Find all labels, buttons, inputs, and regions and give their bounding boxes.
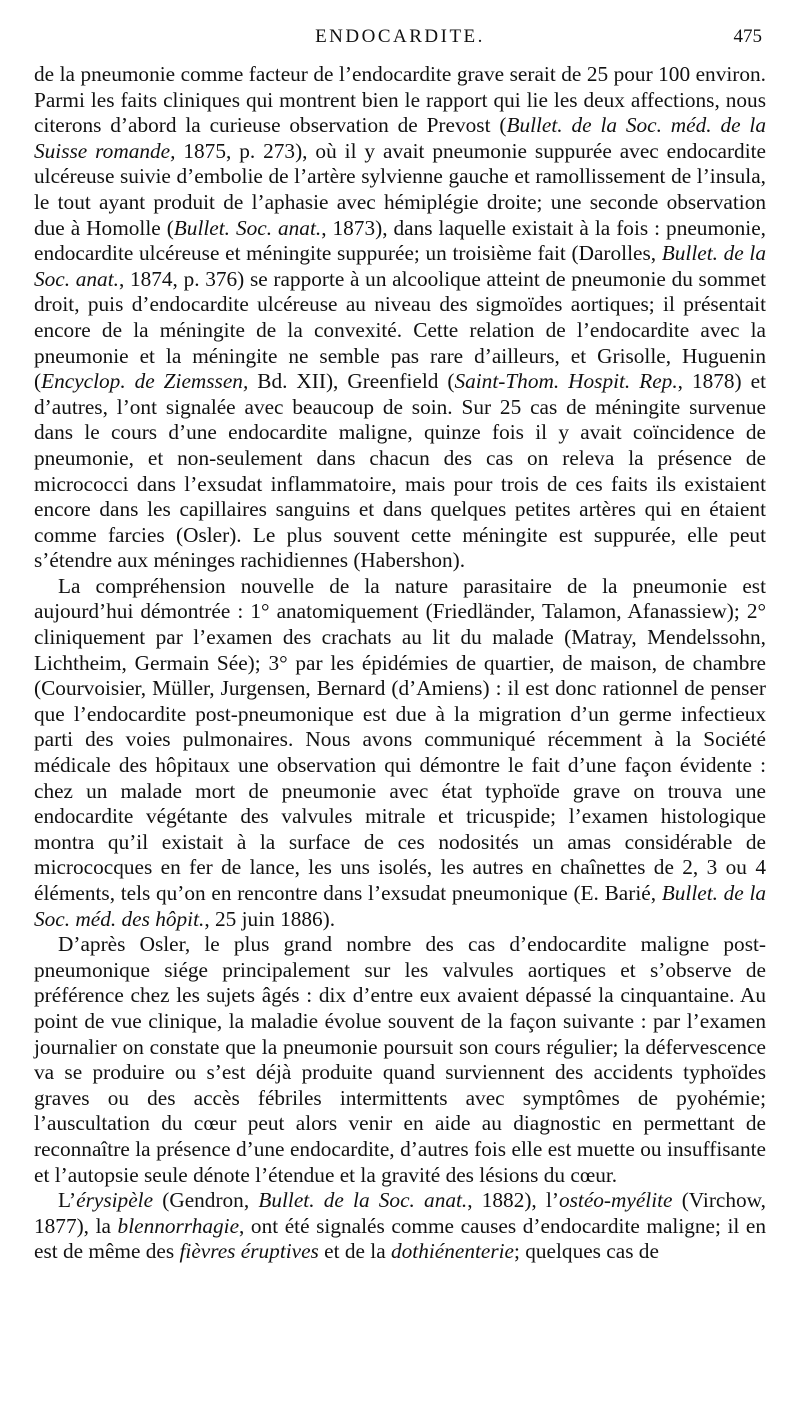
text-run: et de la [318,1239,391,1264]
text-run: (Virchow, 1877), la [34,1188,766,1238]
text-run: L’ [58,1188,77,1213]
text-run: 1875, p. 273), où il y avait pneumonie suppurée avec endocardite ulcéreuse suivie d’embolie de l’artère sylvienne gauche et ramollissement de l’insula, le tout ayant produit de l’aphasie avec hémiplégie droite; une seconde observation due à Homolle ( [34,138,766,240]
paragraph [34,932,766,1188]
italic-reference: Bullet. de la Soc. méd. des hôpit. [34,881,767,931]
text-run: La compréhension nouvelle de la nature parasitaire de la pneumonie est aujourd’hui démontrée : 1° anatomiquement (Friedländer, Talamon, Afanassiew); 2° cliniquement par l’examen des crachats au lit du malade (Matray, Mendelssohn, Lichtheim, Germain Sée); 3° par les épidémies de quartier, de maison, de chambre (Courvoisier, Müller, Jurgensen, Bernard (d’Amiens) : il est donc rationnel de penser que l’endocardite post-pneumonique est due à la migration d’un germe infectieux parti des voies pulmonaires. Nous avons communiqué récemment à la Société médicale des hôpitaux une observation qui démontre le fait d’une façon évidente : chez un malade mort de pneumonie avec état typhoïde grave on trouva une endocardite végétante des valvules mitrale et tricuspide; l’examen histologique montra qu’il existait à la surface de ces nodosités un amas considérable de micrococques en fer de lance, les uns isolés, les autres en chaînettes de 2, 3 ou 4 éléments, tels qu’on en rencontre dans l’exsudat pneumonique (E. Barié, [34,573,766,905]
italic-reference: blennorrhagie [117,1213,240,1238]
body-text [34,62,766,1265]
text-run: , 1874, p. 376) se rapporte à un alcoolique atteint de pneumonie du sommet droit, puis d’endocardite ulcéreuse au niveau des sigmoïdes aortiques; il présentait encore de la méningite de la convexité. Cette relation de l’endocardite avec la pneumonie et la méningite ne semble pas rare d’ailleurs, et Grisolle, Huguenin ( [34,266,766,394]
italic-reference: Bullet. de la Soc. méd. de la Suisse romande, [34,113,766,163]
italic-reference: ostéo-myélite [558,1188,673,1213]
running-title: ENDOCARDITE. [315,26,485,47]
paragraph [34,62,766,574]
page-number: 475 [733,26,762,47]
italic-reference: Saint-Thom. Hospit. Rep. [454,369,678,394]
text-run: (Gendron, [153,1188,259,1213]
italic-reference: Encyclop. de Ziemssen, [41,369,249,394]
text-run: , ont été signalés comme causes d’endocardite maligne; il en est de même des [34,1213,766,1264]
text-run: , 25 juin 1886). [204,906,336,931]
text-run: , 1882), l’ [467,1188,559,1213]
text-run: D’après Osler, le plus grand nombre des cas d’endocardite maligne post-pneumonique siége principalement sur les valvules aortiques et s’observe de préférence chez les sujets âgés : dix d’entre eux avaient dépassé la cinquantaine. Au point de vue clinique, la maladie évolue souvent de la façon suivante : par l’examen journalier on constate que la pneumonie poursuit son cours régulier; la défervescence va se produire ou s’est déjà produite quand surviennent des accidents typhoïdes graves ou des accès fébriles intermittents avec symptômes de pyohémie; l’auscultation du cœur peut alors venir en aide au diagnostic en permettant de reconnaître la présence d’une endocardite, d’autres fois elle est muette ou insuffisante et l’autopsie seule dénote l’étendue et la gravité des lésions du cœur. [34,932,766,1187]
text-run: de la pneumonie comme facteur de l’endocardite grave serait de 25 pour 100 environ. Parmi les faits cliniques qui montrent bien le rapport qui lie les deux affections, nous citerons d’abord la curieuse observation de Prevost ( [34,62,766,138]
text-run: ; quelques cas de [514,1239,659,1264]
text-run: , 1873), dans laquelle existait à la fois : pneumonie, endocardite ulcéreuse et méningite suppurée; un troisième fait (Darolles, [34,215,767,266]
text-run: , 1878) et d’autres, l’ont signalée avec beaucoup de soin. Sur 25 cas de méningite survenue dans le cours d’une endocardite maligne, quinze fois il y avait coïncidence de pneumonie, et non-seulement dans chacun des cas on releva la présence de micrococci dans l’exsudat inflammatoire, mais pour trois de ces faits ils existaient encore dans les capillaires sanguins et dans quelques petites artères qui en étaient comme farcies (Osler). Le plus souvent cette méningite est suppurée, elle peut s’étendre aux méninges rachidiennes (Habershon). [34,369,766,573]
italic-reference: Bullet. Soc. anat. [173,215,322,240]
paragraph [34,1188,766,1265]
page-header [0,26,800,56]
italic-reference: érysipèle [76,1188,154,1213]
italic-reference: fièvres éruptives [179,1239,319,1264]
text-run: Bd. XII), Greenfield ( [248,369,455,394]
paragraph [34,574,766,932]
italic-reference: Bullet. de la Soc. anat. [34,241,766,291]
italic-reference: Bullet. de la Soc. anat. [258,1188,468,1213]
italic-reference: dothiénenterie [391,1239,515,1264]
